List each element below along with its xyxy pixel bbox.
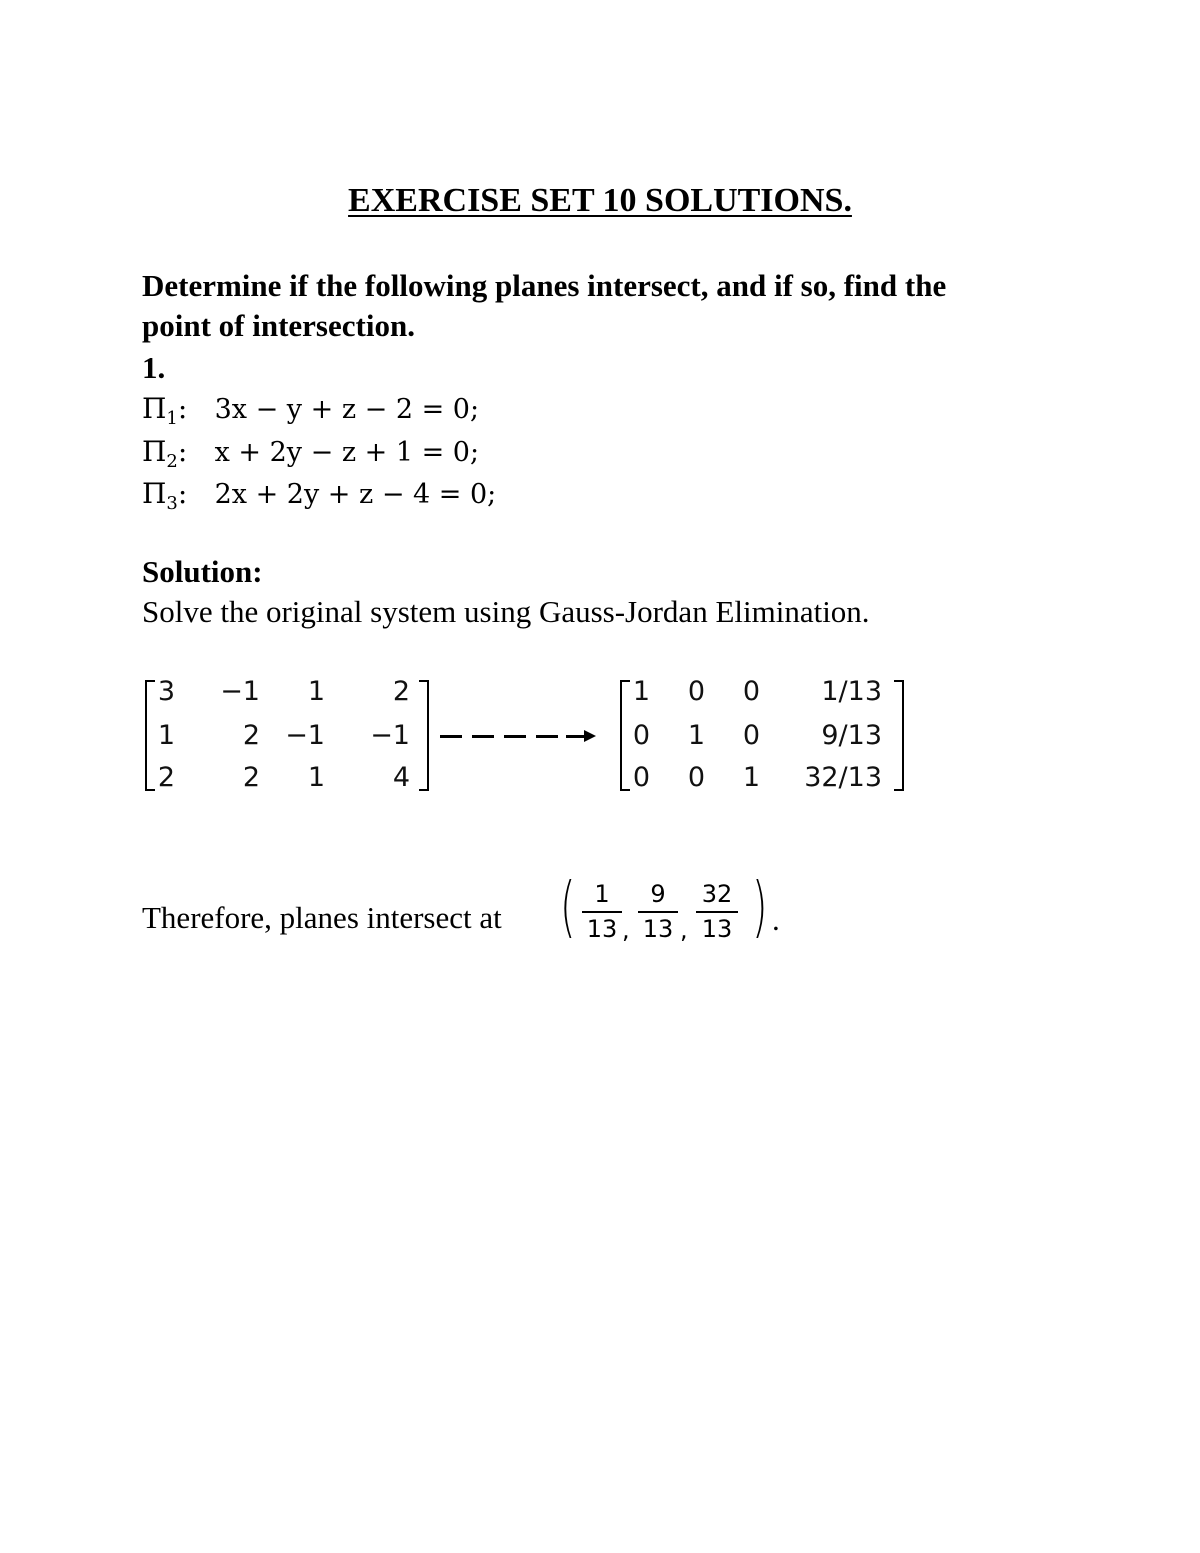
problem-number: 1. (142, 350, 166, 385)
matrix-cell: 1 (307, 676, 325, 707)
plane-symbol: Π (142, 477, 167, 510)
matrix-cell: 3 (157, 676, 175, 707)
intersection-point (560, 868, 790, 960)
denominator: 13 (701, 915, 733, 943)
fraction-x (582, 880, 622, 943)
matrix-cell: 0 (632, 720, 650, 751)
fraction-y (638, 880, 678, 943)
plane-expression: 2x + 2y + z − 4 = 0; (214, 479, 497, 510)
matrix-cell: 2 (242, 762, 260, 793)
matrix-original (145, 676, 430, 793)
matrix-cell: −1 (220, 676, 260, 707)
matrix-cell: 0 (687, 762, 705, 793)
plane-equation-1 (142, 392, 479, 429)
matrix-cell: 1 (742, 762, 760, 793)
matrix-cell: 9/13 (821, 720, 882, 751)
matrix-cell: 4 (392, 762, 410, 793)
matrix-cell: 2 (157, 762, 175, 793)
open-paren: ( (560, 868, 576, 945)
matrix-cell: 0 (687, 676, 705, 707)
question-line-2: point of intersection. (142, 308, 415, 343)
plane-colon: : (177, 392, 188, 425)
matrix-reduced (620, 676, 905, 793)
plane-colon: : (177, 477, 188, 510)
period: . (772, 902, 780, 937)
numerator: 9 (650, 880, 666, 908)
matrix-cell: −1 (285, 720, 325, 751)
close-paren: ) (752, 868, 768, 945)
solution-heading: Solution: (142, 554, 263, 589)
plane-symbol: Π (142, 392, 167, 425)
matrix-cell: 1 (307, 762, 325, 793)
matrix-cell: 2 (392, 676, 410, 707)
fraction-z (696, 880, 738, 943)
matrix-cell: −1 (370, 720, 410, 751)
matrix-cell: 0 (742, 676, 760, 707)
matrix-bracket-right (419, 680, 429, 791)
matrix-cell: 2 (242, 720, 260, 751)
matrix-cell: 32/13 (804, 762, 882, 793)
plane-colon: : (177, 435, 188, 468)
comma: , (622, 916, 630, 944)
plane-index: 2 (166, 451, 178, 472)
plane-equation-2 (142, 435, 479, 472)
matrix-cell: 0 (632, 762, 650, 793)
page-title: EXERCISE SET 10 SOLUTIONS. (348, 182, 852, 219)
matrix-cell: 1/13 (821, 676, 882, 707)
matrix-bracket-right (894, 680, 904, 791)
denominator: 13 (586, 915, 618, 943)
matrix-cell: 0 (742, 720, 760, 751)
conclusion-text: Therefore, planes intersect at (142, 900, 502, 935)
solution-text: Solve the original system using Gauss-Jordan Elimination. (142, 594, 870, 629)
plane-index: 3 (166, 493, 178, 514)
matrix-bracket-left (620, 680, 630, 791)
plane-equation-3 (142, 477, 496, 514)
matrix-cell: 1 (632, 676, 650, 707)
comma: , (680, 916, 688, 944)
plane-expression: 3x − y + z − 2 = 0; (214, 394, 480, 425)
question-line-1: Determine if the following planes intersect, and if so, find the (142, 268, 947, 303)
plane-symbol: Π (142, 435, 167, 468)
arrow-icon (440, 735, 600, 749)
matrix-cell: 1 (157, 720, 175, 751)
numerator: 32 (701, 880, 733, 908)
matrix-cell: 1 (687, 720, 705, 751)
plane-expression: x + 2y − z + 1 = 0; (214, 437, 480, 468)
denominator: 13 (642, 915, 674, 943)
plane-index: 1 (166, 408, 178, 429)
numerator: 1 (594, 880, 610, 908)
matrix-bracket-left (145, 680, 155, 791)
